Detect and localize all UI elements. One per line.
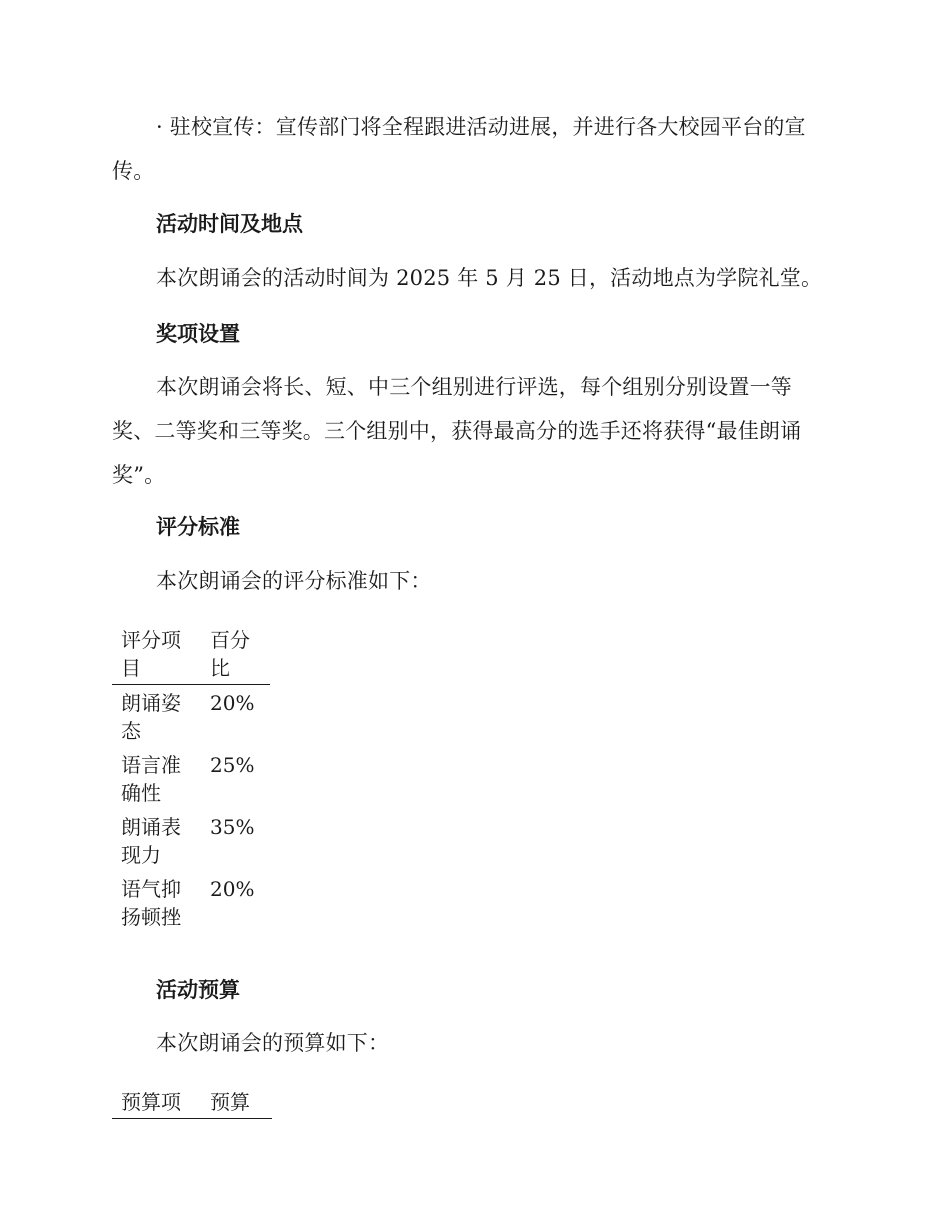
- scoring-header-percent: 百分比: [201, 624, 270, 685]
- scoring-percent-cell: 20%: [210, 877, 255, 901]
- scoring-item-cell: 语气抑扬顿挫: [121, 877, 181, 929]
- budget-table: [112, 1086, 272, 1119]
- scoring-item-cell: 语言准确性: [121, 753, 181, 805]
- scoring-table: [112, 624, 270, 933]
- table-row: [112, 871, 270, 933]
- heading-budget: 活动预算: [156, 978, 240, 1002]
- heading-awards: 奖项设置: [156, 322, 240, 346]
- scoring-intro-paragraph: 本次朗诵会的评分标准如下：: [156, 569, 432, 593]
- budget-intro-paragraph: 本次朗诵会的预算如下：: [156, 1031, 390, 1055]
- scoring-percent-cell: 20%: [210, 691, 255, 715]
- scoring-item-cell: 朗诵姿态: [121, 691, 181, 743]
- scoring-header-item: 评分项目: [112, 624, 201, 685]
- budget-header-amount: 预算: [201, 1086, 272, 1119]
- time-place-paragraph: 本次朗诵会的活动时间为 2025 年 5 月 25 日，活动地点为学院礼堂。: [156, 266, 823, 290]
- promo-paragraph: · 驻校宣传：宣传部门将全程跟进活动进展，并进行各大校园平台的宣传。: [112, 115, 806, 183]
- table-row: [112, 747, 270, 809]
- scoring-percent-cell: 25%: [210, 753, 255, 777]
- heading-time-place: 活动时间及地点: [156, 212, 303, 236]
- awards-paragraph: 本次朗诵会将长、短、中三个组别进行评选，每个组别分别设置一等奖、二等奖和三等奖。三个组别中，获得最高分的选手还将获得“最佳朗诵奖”。: [112, 375, 802, 487]
- table-row: [112, 685, 270, 748]
- scoring-item-cell: 朗诵表现力: [121, 815, 181, 867]
- table-row: [112, 809, 270, 871]
- table-header-row: [112, 1086, 272, 1119]
- table-header-row: [112, 624, 270, 685]
- scoring-percent-cell: 35%: [210, 815, 255, 839]
- heading-scoring: 评分标准: [156, 515, 240, 539]
- budget-header-item: 预算项: [112, 1086, 201, 1119]
